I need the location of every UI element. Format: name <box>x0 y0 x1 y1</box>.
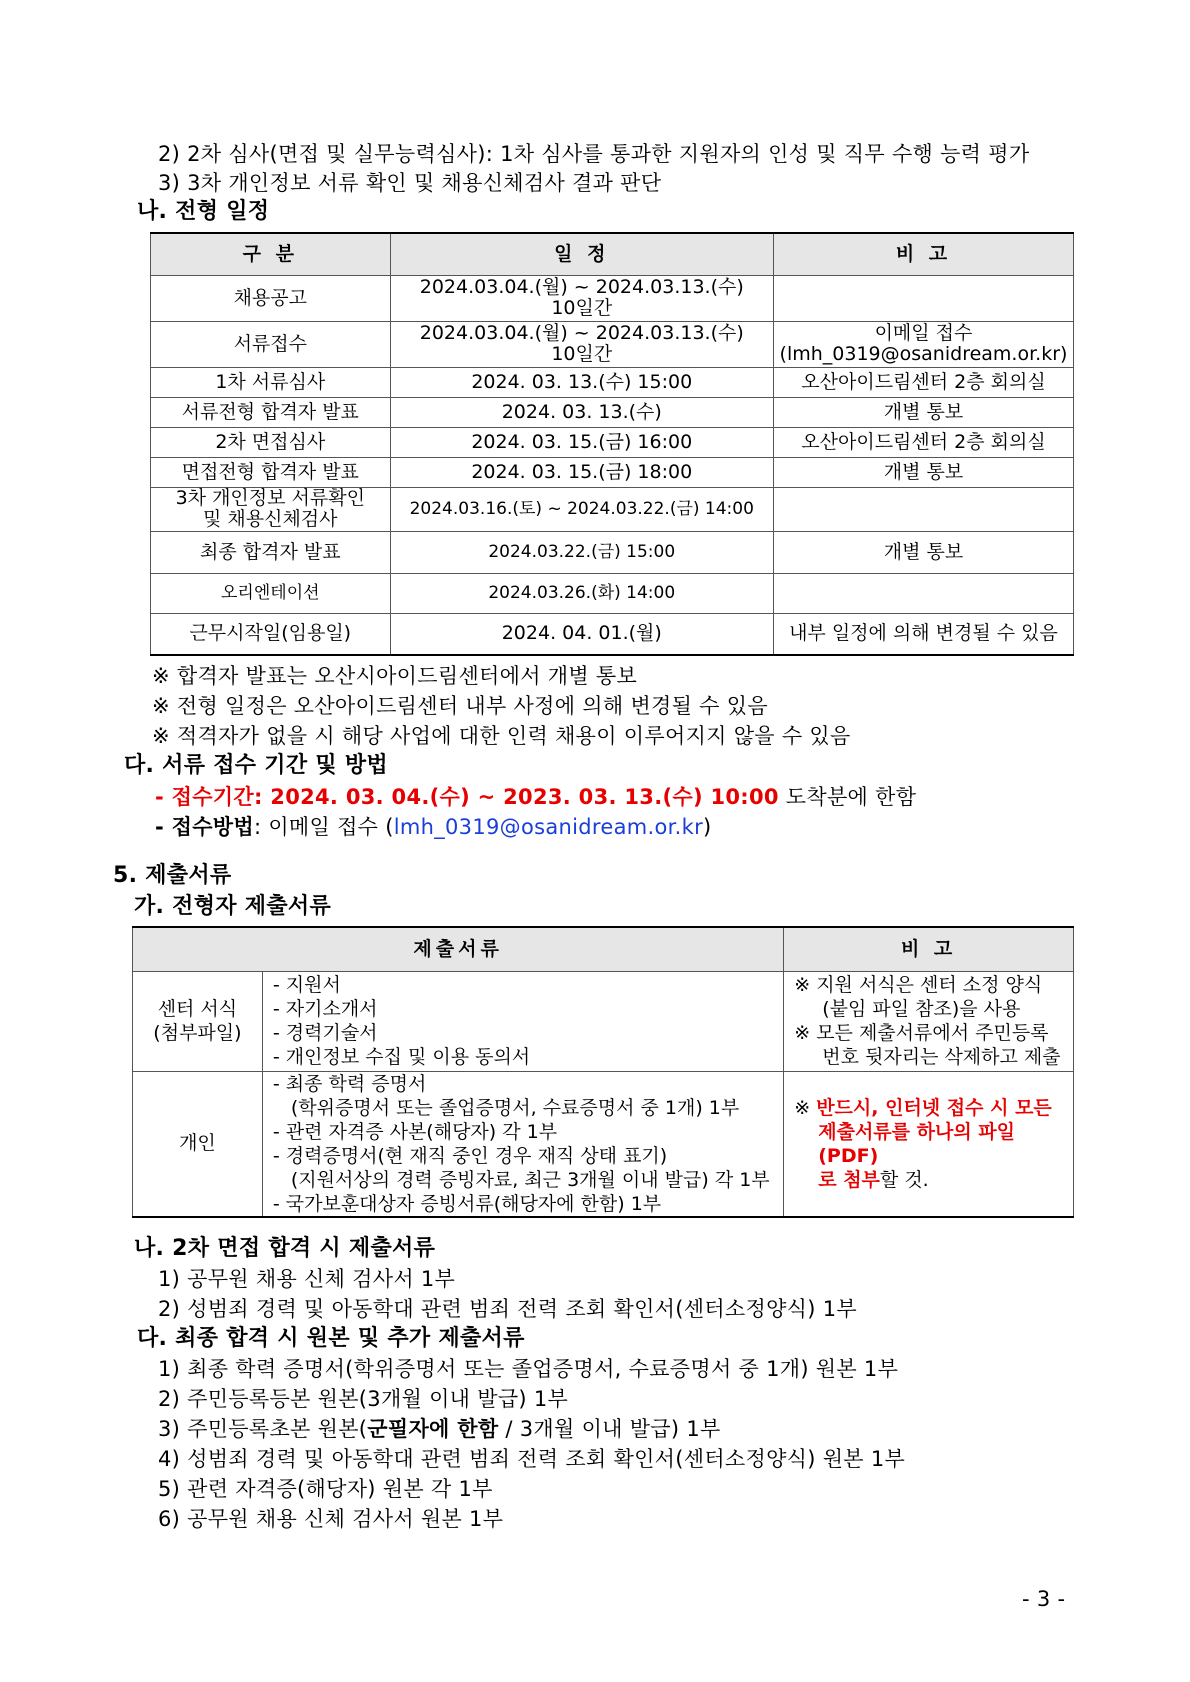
interview-doc-2: 2) 성범죄 경력 및 아동학대 관련 범죄 전력 조회 확인서(센터소정양식) 1부 <box>158 1297 857 1321</box>
schedule-cell: 채용공고 <box>151 275 391 321</box>
table-row <box>151 613 1074 655</box>
schedule-cell: 2024. 03. 15.(금) 18:00 <box>390 457 773 487</box>
schedule-cell <box>773 573 1073 613</box>
schedule-cell: 2024.03.04.(월) ~ 2024.03.13.(수) 10일간 <box>390 321 773 367</box>
note-1: ※ 합격자 발표는 오산시아이드림센터에서 개별 통보 <box>152 664 638 688</box>
page-number: - 3 - <box>1022 1587 1066 1611</box>
section-interview-docs-title: 나. 2차 면접 합격 시 제출서류 <box>134 1236 436 1261</box>
docs-personal-items: - 최종 학력 증명서 (학위증명서 또는 졸업증명서, 수료증명서 중 1개) 1부 - 관련 자격증 사본(해당자) 각 1부 - 경력증명서(현 재직 중인 경우 재직 상태 표기) (지원서상의 경력 증빙자료, 최근 3개월 이내 발급) 각 1부 - 국가보훈대상자 증빙서류(해당자에 한함) 1부 <box>262 1071 783 1217</box>
interview-doc-1: 1) 공무원 채용 신체 검사서 1부 <box>158 1267 456 1291</box>
table-row <box>151 531 1074 573</box>
schedule-cell: 개별 통보 <box>773 397 1073 427</box>
docs-header-note: 비 고 <box>784 927 1074 971</box>
table-row <box>151 275 1074 321</box>
section-5-sub-ga: 가. 전형자 제출서류 <box>134 894 331 919</box>
table-row <box>151 457 1074 487</box>
section-submission-title: 다. 서류 접수 기간 및 방법 <box>124 753 388 778</box>
note-3: ※ 적격자가 없을 시 해당 사업에 대한 인력 채용이 이루어지지 않을 수 있음 <box>152 724 851 748</box>
schedule-cell: 오산아이드림센터 2층 회의실 <box>773 427 1073 457</box>
submission-method: - 접수방법: 이메일 접수 (lmh_0319@osanidream.or.kr) <box>155 815 712 839</box>
table-row <box>151 321 1074 367</box>
section-5-title: 5. 제출서류 <box>113 863 232 888</box>
schedule-cell: 내부 일정에 의해 변경될 수 있음 <box>773 613 1073 655</box>
table-row <box>151 573 1074 613</box>
note-2: ※ 전형 일정은 오산아이드림센터 내부 사정에 의해 변경될 수 있음 <box>152 694 768 718</box>
schedule-cell: 2차 면접심사 <box>151 427 391 457</box>
final-doc-2: 2) 주민등록등본 원본(3개월 이내 발급) 1부 <box>158 1387 569 1411</box>
schedule-cell <box>773 275 1073 321</box>
docs-personal-label: 개인 <box>133 1071 263 1217</box>
table-row <box>151 487 1074 531</box>
docs-center-items: - 지원서 - 자기소개서 - 경력기술서 - 개인정보 수집 및 이용 동의서 <box>262 971 783 1071</box>
schedule-cell: 개별 통보 <box>773 457 1073 487</box>
schedule-header-date: 일 정 <box>390 233 773 275</box>
schedule-cell: 근무시작일(임용일) <box>151 613 391 655</box>
schedule-header-category: 구 분 <box>151 233 391 275</box>
email-link[interactable]: lmh_0319@osanidream.or.kr <box>393 815 704 839</box>
documents-table <box>132 926 1074 1218</box>
section-schedule-title: 나. 전형 일정 <box>137 199 270 224</box>
schedule-cell: 2024.03.22.(금) 15:00 <box>390 531 773 573</box>
schedule-cell: 3차 개인정보 서류확인 및 채용신체검사 <box>151 487 391 531</box>
table-row <box>133 1071 1074 1217</box>
schedule-header-note: 비 고 <box>773 233 1073 275</box>
schedule-cell: 2024. 03. 13.(수) <box>390 397 773 427</box>
docs-personal-note: ※ 반드시, 인터넷 접수 시 모든 제출서류를 하나의 파일(PDF) 로 첨부할 것. <box>784 1071 1074 1217</box>
schedule-cell: 2024.03.16.(토) ~ 2024.03.22.(금) 14:00 <box>390 487 773 531</box>
submission-period: - 접수기간: 2024. 03. 04.(수) ~ 2023. 03. 13.(수) 10:00 도착분에 한함 <box>155 785 917 809</box>
schedule-cell: 2024. 03. 15.(금) 16:00 <box>390 427 773 457</box>
schedule-cell: 2024. 03. 13.(수) 15:00 <box>390 367 773 397</box>
schedule-cell: 2024. 04. 01.(월) <box>390 613 773 655</box>
schedule-cell: 면접전형 합격자 발표 <box>151 457 391 487</box>
docs-center-label: 센터 서식 (첨부파일) <box>133 971 263 1071</box>
intro-line-3: 3) 3차 개인정보 서류 확인 및 채용신체검사 결과 판단 <box>158 171 662 195</box>
schedule-cell: 최종 합격자 발표 <box>151 531 391 573</box>
table-row <box>151 367 1074 397</box>
final-doc-1: 1) 최종 학력 증명서(학위증명서 또는 졸업증명서, 수료증명서 중 1개) 원본 1부 <box>158 1357 899 1381</box>
intro-line-2: 2) 2차 심사(면접 및 실무능력심사): 1차 심사를 통과한 지원자의 인성 및 직무 수행 능력 평가 <box>158 142 1030 166</box>
table-row <box>151 427 1074 457</box>
schedule-cell: 서류접수 <box>151 321 391 367</box>
section-final-docs-title: 다. 최종 합격 시 원본 및 추가 제출서류 <box>137 1326 525 1351</box>
final-doc-4: 4) 성범죄 경력 및 아동학대 관련 범죄 전력 조회 확인서(센터소정양식) 원본 1부 <box>158 1447 906 1471</box>
schedule-cell: 2024.03.04.(월) ~ 2024.03.13.(수) 10일간 <box>390 275 773 321</box>
table-row <box>133 971 1074 1071</box>
schedule-cell: 2024.03.26.(화) 14:00 <box>390 573 773 613</box>
schedule-cell: 오산아이드림센터 2층 회의실 <box>773 367 1073 397</box>
schedule-cell: 서류전형 합격자 발표 <box>151 397 391 427</box>
schedule-cell: 1차 서류심사 <box>151 367 391 397</box>
schedule-cell <box>773 487 1073 531</box>
table-row <box>151 397 1074 427</box>
schedule-cell: 이메일 접수 (lmh_0319@osanidream.or.kr) <box>773 321 1073 367</box>
final-doc-3: 3) 주민등록초본 원본(군필자에 한함 / 3개월 이내 발급) 1부 <box>158 1417 721 1441</box>
docs-center-note: ※ 지원 서식은 센터 소정 양식 (붙임 파일 참조)을 사용 ※ 모든 제출서류에서 주민등록 번호 뒷자리는 삭제하고 제출 <box>784 971 1074 1071</box>
final-doc-5: 5) 관련 자격증(해당자) 원본 각 1부 <box>158 1477 493 1501</box>
schedule-cell: 개별 통보 <box>773 531 1073 573</box>
schedule-table <box>150 232 1074 656</box>
final-doc-6: 6) 공무원 채용 신체 검사서 원본 1부 <box>158 1507 504 1531</box>
docs-header-documents: 제출서류 <box>133 927 784 971</box>
schedule-cell: 오리엔테이션 <box>151 573 391 613</box>
